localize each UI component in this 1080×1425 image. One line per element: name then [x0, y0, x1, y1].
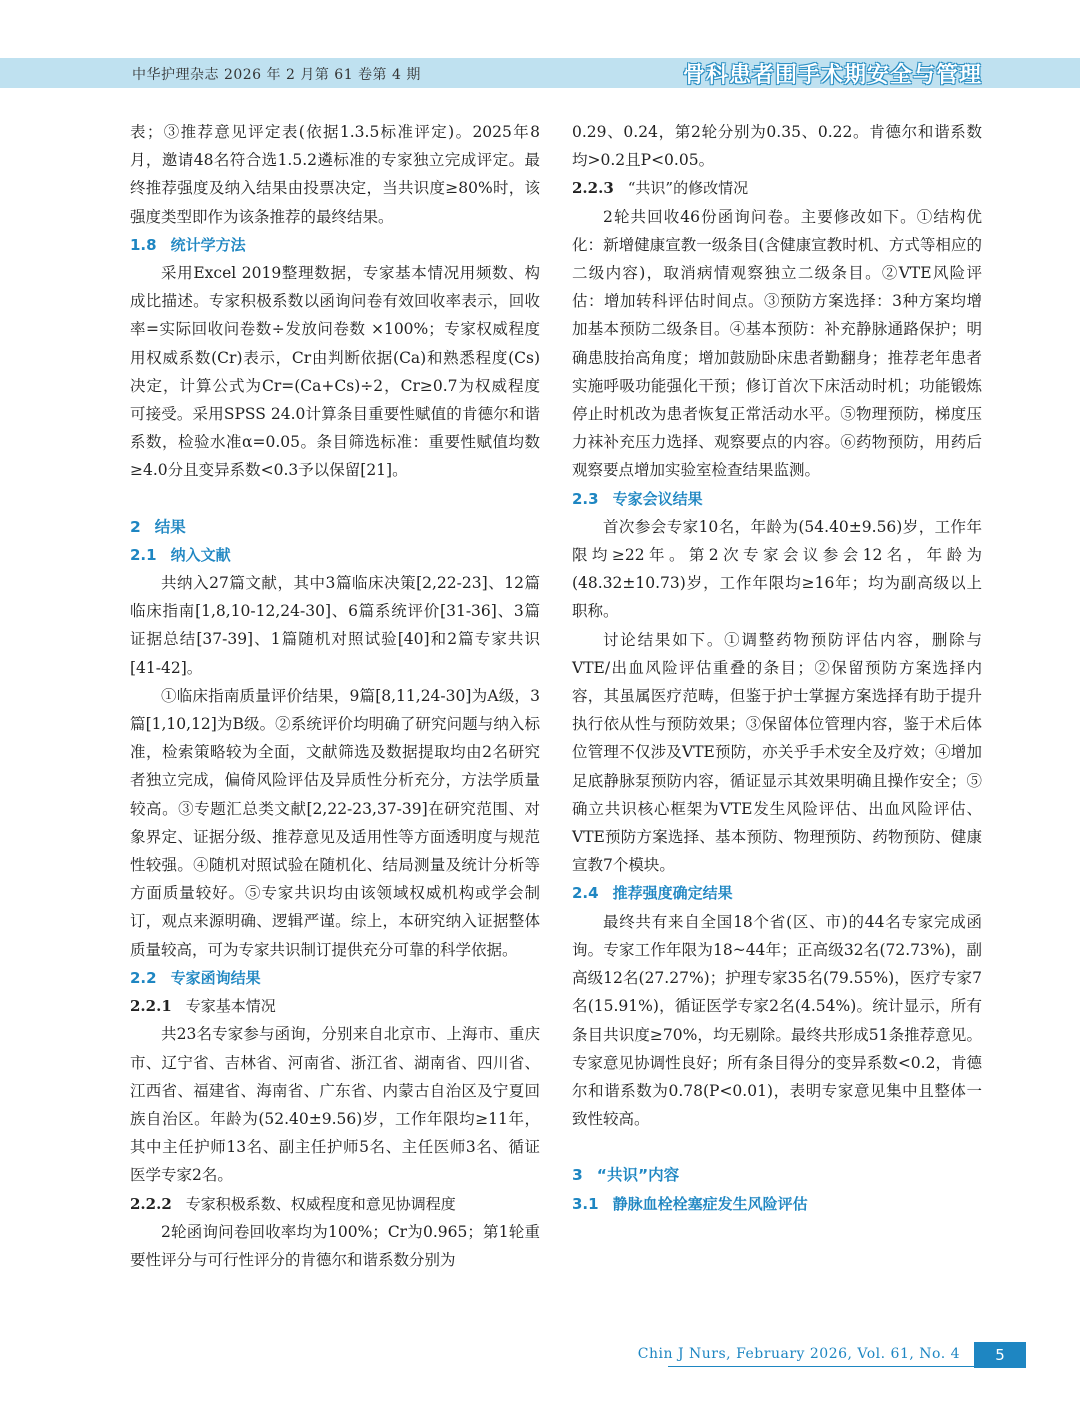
- page-number: 5: [974, 1342, 1026, 1368]
- section-heading-1-8: 1.8 统计学方法: [130, 235, 246, 254]
- paragraph: 首次参会专家10名，年龄为(54.40±9.56)岁，工作年限均≥22年。第2次专家会议参会12名，年龄为(48.32±10.73)岁，工作年限均≥16年；均为副高级以上职称。: [572, 517, 982, 621]
- paragraph: ①临床指南质量评价结果，9篇[8,11,24-30]为A级，3篇[1,10,12]为B级。②系统评价均明确了研究问题与纳入标准，检索策略较为全面，文献筛选及数据提取均由2名研究者独立完成，偏倚风险评估及异质性分析充分，方法学质量较高。③专题汇总类文献[2,22-23,37-39]在研究范围、对象界定、证据分级、推荐意见及适用性等方面透明度与规范性较强。④随机对照试验在随机化、结局测量及统计分析等方面质量较好。⑤专家共识均由该领域权威机构或学会制订，观点来源明确、逻辑严谨。综上，本研究纳入证据整体质量较高，可为专家共识制订提供充分可靠的科学依据。: [130, 686, 540, 959]
- section-banner: 骨科患者围手术期安全与管理: [682, 63, 982, 88]
- section-heading-2-4: 2.4 推荐强度确定结果: [572, 884, 733, 903]
- section-heading-3-1: 3.1 静脉血栓栓塞症发生风险评估: [572, 1194, 808, 1213]
- section-heading-2-2: 2.2 专家函询结果: [130, 968, 261, 987]
- running-footer: [0, 1342, 1080, 1368]
- section-heading-2: 2 结果: [130, 517, 186, 536]
- section-heading-2-3: 2.3 专家会议结果: [572, 489, 703, 508]
- paragraph: 采用Excel 2019整理数据，专家基本情况用频数、构成比描述。专家积极系数以函询问卷有效回收率表示，回收率=实际回收问卷数÷发放问卷数 ×100%；专家权威程度用权威系数(Cr)表示，Cr由判断依据(Ca)和熟悉程度(Cs)决定，计算公式为Cr=(Ca+Cs)÷2，Cr≥0.7为权威程度可接受。采用SPSS 24.0计算条目重要性赋值的肯德尔和谐系数，检验水准α=0.05。条目筛选标准：重要性赋值均数≥4.0分且变异系数<0.3予以保留[21]。: [130, 264, 540, 480]
- section-heading-3: 3 “共识”内容: [572, 1166, 680, 1185]
- left-column: [130, 118, 540, 1274]
- paragraph: 共纳入27篇文献，其中3篇临床决策[2,22-23]、12篇临床指南[1,8,10-12,24-30]、6篇系统评价[31-36]、3篇证据总结[37-39]、1篇随机对照试验[40]和2篇专家共识[41-42]。: [130, 574, 540, 677]
- paragraph: 2轮函询问卷回收率均为100%；Cr为0.965；第1轮重要性评分与可行性评分的肯德尔和谐系数分别为: [130, 1222, 540, 1269]
- subsection-heading-2-2-1: 2.2.1 专家基本情况: [130, 997, 276, 1016]
- paragraph: 0.29、0.24，第2轮分别为0.35、0.22。肯德尔和谐系数均>0.2且P<0.05。: [572, 123, 982, 170]
- footer-rule: [668, 1366, 974, 1367]
- section-heading-2-1: 2.1 纳入文献: [130, 545, 231, 564]
- right-column: [572, 118, 982, 1218]
- running-header: [0, 58, 1080, 88]
- paragraph: 最终共有来自全国18个省(区、市)的44名专家完成函询。专家工作年限为18~44年；正高级32名(72.73%)，副高级12名(27.27%)；护理专家35名(79.55%)，医疗专家7名(15.91%)，循证医学专家2名(4.54%)。统计显示，所有条目共识度≥70%，均无剔除。最终共形成51条推荐意见。专家意见协调性良好；所有条目得分的变异系数<0.2，肯德尔和谐系数为0.78(P<0.01)，表明专家意见集中且整体一致性较高。: [572, 912, 982, 1129]
- paragraph: 2轮共回收46份函询问卷。主要修改如下。①结构优化：新增健康宣教一级条目(含健康宣教时机、方式等相应的二级内容)，取消病情观察独立二级条目。②VTE风险评估：增加转科评估时间点。③预防方案选择：3种方案均增加基本预防二级条目。④基本预防：补充静脉通路保护；明确患肢抬高角度；增加鼓励卧床患者勤翻身；推荐老年患者实施呼吸功能强化干预；修订首次下床活动时机；功能锻炼停止时机改为患者恢复正常活动水平。⑤物理预防，梯度压力袜补充压力选择、观察要点的内容。⑥药物预防，用药后观察要点增加实验室检查结果监测。: [572, 207, 982, 480]
- paragraph: 表；③推荐意见评定表(依据1.3.5标准评定)。2025年8月，邀请48名符合选1.5.2遴标准的专家独立完成评定。最终推荐强度及纳入结果由投票决定，当共识度≥80%时，该强度类型即作为该条推荐的最终结果。: [130, 123, 540, 226]
- subsection-heading-2-2-2: 2.2.2 专家积极系数、权威程度和意见协调程度: [130, 1194, 456, 1213]
- paragraph: 讨论结果如下。①调整药物预防评估内容，删除与VTE/出血风险评估重叠的条目；②保留预防方案选择内容，其虽属医疗范畴，但鉴于护士掌握方案选择有助于提升执行依从性与预防效果；③保留体位管理内容，鉴于术后体位管理不仅涉及VTE预防，亦关乎手术安全及疗效；④增加足底静脉泵预防内容，循证显示其效果明确且操作安全；⑤确立共识核心框架为VTE发生风险评估、出血风险评估、VTE预防方案选择、基本预防、物理预防、药物预防、健康宣教7个模块。: [572, 630, 982, 875]
- paragraph: 共23名专家参与函询，分别来自北京市、上海市、重庆市、辽宁省、吉林省、河南省、浙江省、湖南省、四川省、江西省、福建省、海南省、广东省、内蒙古自治区及宁夏回族自治区。年龄为(52.40±9.56)岁，工作年限均≥11年，其中主任护师13名、副主任护师5名、主任医师3名、循证医学专家2名。: [130, 1025, 540, 1185]
- journal-info: 中华护理杂志 2026 年 2 月第 61 卷第 4 期: [132, 67, 421, 83]
- subsection-heading-2-2-3: 2.2.3 “共识”的修改情况: [572, 179, 749, 198]
- footer-citation: Chin J Nurs, February 2026, Vol. 61, No. 4: [637, 1346, 960, 1362]
